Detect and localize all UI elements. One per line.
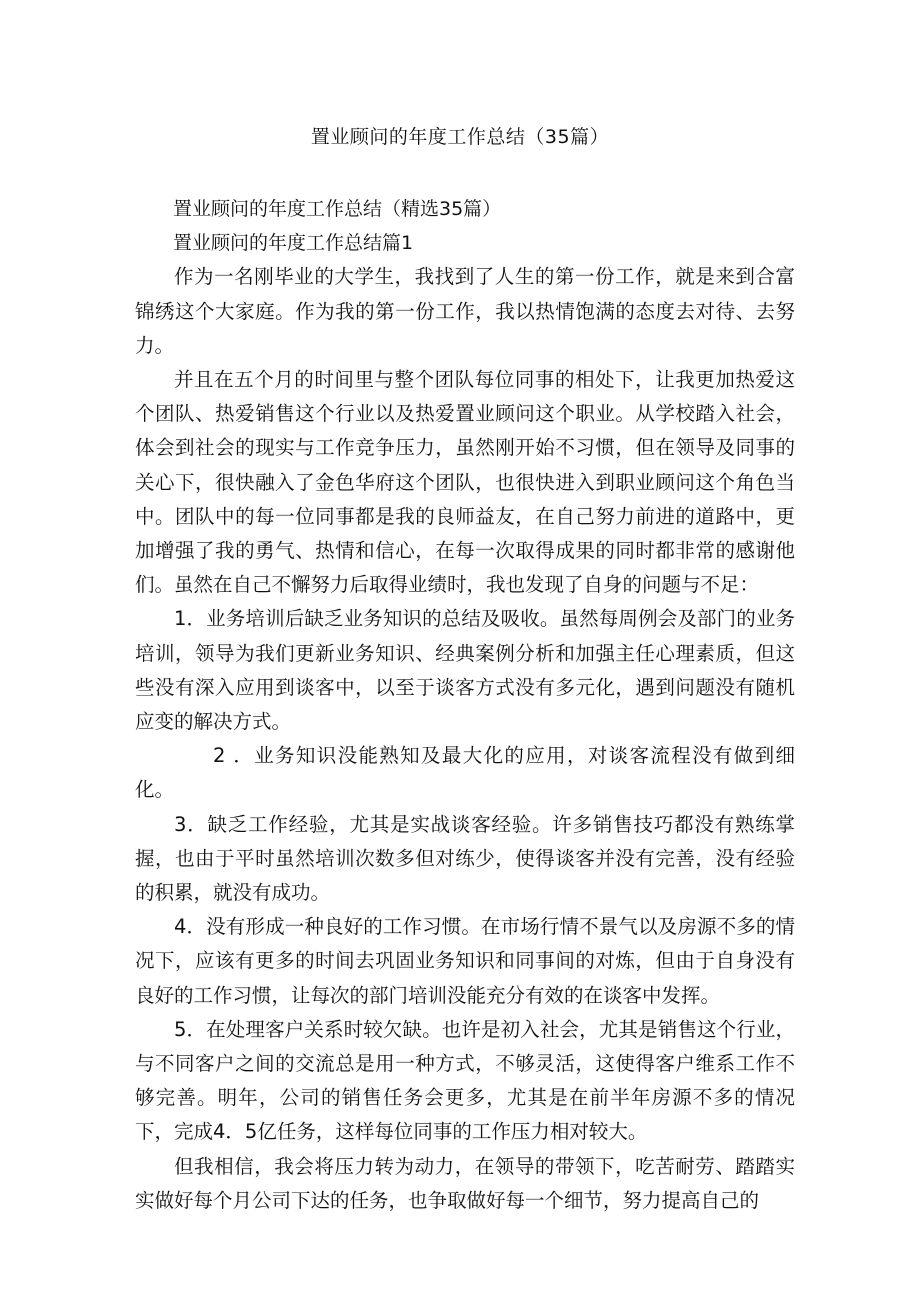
paragraph-closing: 但我相信，我会将压力转为动力，在领导的带领下，吃苦耐劳、踏踏实实做好每个月公司下达的任务，也争取做好每一个细节，努力提高自己的 <box>135 1154 795 1212</box>
document-title: 置业顾问的年度工作总结（35篇） <box>310 126 610 148</box>
list-item-2 <box>135 739 795 807</box>
paragraph-team: 并且在五个月的时间里与整个团队每位同事的相处下，让我更加热爱这个团队、热爱销售这个行业以及热爱置业顾问这个职业。从学校踏入社会，体会到社会的现实与工作竞争压力，虽然刚开始不习惯，但在领导及同事的关心下，很快融入了金色华府这个团队，也很快进入到职业顾问这个角色当中。团队中的每一位同事都是我的良师益友，在自己努力前进的道路中，更加增强了我的勇气、热情和信心，在每一次取得成果的同时都非常的感谢他们。虽然在自己不懈努力后取得业绩时，我也发现了自身的问题与不足： <box>135 368 795 597</box>
subtitle: 置业顾问的年度工作总结（精选35篇） <box>173 198 502 220</box>
section-heading: 置业顾问的年度工作总结篇1 <box>173 232 414 255</box>
list-item-2-text: ．业务知识没能熟知及最大化的应用，对谈客流程没有做到细化。 <box>135 744 795 802</box>
list-item-1: 1．业务培训后缺乏业务知识的总结及吸收。虽然每周例会及部门的业务培训，领导为我们更新业务知识、经典案例分析和加强主任心理素质，但这些没有深入应用到谈客中，以至于谈客方式没有多元化，遇到问题没有随机应变的解决方式。 <box>135 607 795 734</box>
paragraph-intro: 作为一名刚毕业的大学生，我找到了人生的第一份工作，就是来到合富锦绣这个大家庭。作为我的第一份工作，我以热情饱满的态度去对待、去努力。 <box>135 265 795 357</box>
list-item-3: 3．缺乏工作经验，尤其是实战谈客经验。许多销售技巧都没有熟练掌握，也由于平时虽然培训次数多但对练少，使得谈客并没有完善，没有经验的积累，就没有成功。 <box>135 812 795 905</box>
document-body <box>135 192 795 1218</box>
list-item-2-number: 2 <box>213 744 226 768</box>
list-item-4: 4．没有形成一种良好的工作习惯。在市场行情不景气以及房源不多的情况下，应该有更多的时间去巩固业务知识和同事间的对炼，但由于自身没有良好的工作习惯，让每次的部门培训没能充分有效的在谈客中发挥。 <box>135 915 795 1007</box>
list-item-5: 5．在处理客户关系时较欠缺。也许是初入社会，尤其是销售这个行业，与不同客户之间的交流总是用一种方式，不够灵活，这使得客户维系工作不够完善。明年，公司的销售任务会更多，尤其是在前半年房源不多的情况下，完成4．5亿任务，这样每位同事的工作压力相对较大。 <box>135 1017 795 1144</box>
